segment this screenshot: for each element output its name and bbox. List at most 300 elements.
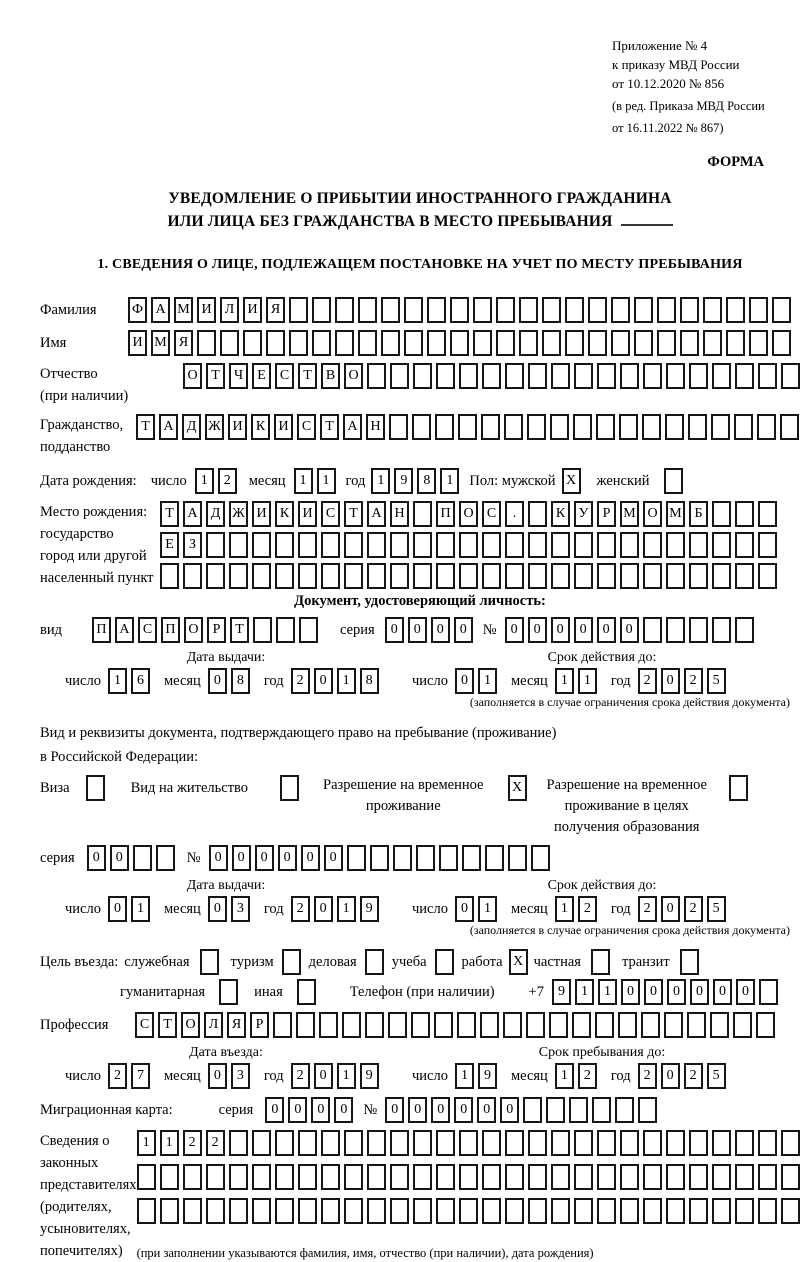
form-cell[interactable] — [757, 414, 776, 440]
form-cell[interactable]: 2 — [578, 896, 597, 922]
form-cell[interactable] — [459, 1164, 478, 1190]
form-cell[interactable] — [416, 845, 435, 871]
form-cell[interactable] — [550, 414, 569, 440]
form-cell[interactable]: Т — [320, 414, 339, 440]
form-cell[interactable] — [735, 1164, 754, 1190]
form-cell[interactable]: А — [115, 617, 134, 643]
form-cell[interactable] — [229, 563, 248, 589]
form-cell[interactable]: А — [159, 414, 178, 440]
form-cell[interactable]: 1 — [598, 979, 617, 1005]
form-cell[interactable] — [404, 330, 423, 356]
form-cell[interactable] — [321, 532, 340, 558]
form-cell[interactable] — [275, 1164, 294, 1190]
form-cell[interactable] — [459, 363, 478, 389]
form-cell[interactable] — [298, 563, 317, 589]
form-cell[interactable] — [666, 1198, 685, 1224]
form-cell[interactable] — [735, 617, 754, 643]
form-cell[interactable]: Т — [230, 617, 249, 643]
form-cell[interactable] — [219, 979, 238, 1005]
form-cell[interactable] — [710, 1012, 729, 1038]
form-cell[interactable] — [551, 532, 570, 558]
form-cell[interactable] — [183, 1164, 202, 1190]
form-cell[interactable] — [229, 1164, 248, 1190]
form-cell[interactable]: 0 — [431, 1097, 450, 1123]
form-cell[interactable] — [413, 532, 432, 558]
form-cell[interactable]: 2 — [684, 668, 703, 694]
form-cell[interactable] — [299, 617, 318, 643]
form-cell[interactable] — [712, 617, 731, 643]
form-cell[interactable] — [370, 845, 389, 871]
form-cell[interactable] — [634, 297, 653, 323]
form-cell[interactable] — [689, 563, 708, 589]
form-cell[interactable]: 3 — [231, 896, 250, 922]
form-cell[interactable]: 9 — [552, 979, 571, 1005]
form-cell[interactable] — [574, 363, 593, 389]
form-cell[interactable] — [620, 563, 639, 589]
form-cell[interactable] — [229, 532, 248, 558]
form-cell[interactable] — [759, 979, 778, 1005]
form-cell[interactable] — [597, 1130, 616, 1156]
form-cell[interactable] — [620, 1164, 639, 1190]
form-cell[interactable]: Я — [266, 297, 285, 323]
form-cell[interactable]: Р — [207, 617, 226, 643]
form-cell[interactable] — [358, 330, 377, 356]
form-cell[interactable] — [335, 297, 354, 323]
form-cell[interactable] — [526, 1012, 545, 1038]
form-cell[interactable] — [611, 330, 630, 356]
form-cell[interactable]: С — [482, 501, 501, 527]
form-cell[interactable]: А — [343, 414, 362, 440]
form-cell[interactable]: 0 — [87, 845, 106, 871]
form-cell[interactable]: 2 — [206, 1130, 225, 1156]
form-cell[interactable] — [367, 1164, 386, 1190]
form-cell[interactable] — [588, 297, 607, 323]
form-cell[interactable] — [503, 1012, 522, 1038]
form-cell[interactable]: Д — [182, 414, 201, 440]
form-cell[interactable] — [596, 414, 615, 440]
form-cell[interactable] — [551, 1164, 570, 1190]
form-cell[interactable] — [275, 563, 294, 589]
form-cell[interactable] — [735, 1130, 754, 1156]
form-cell[interactable] — [689, 617, 708, 643]
form-cell[interactable]: 1 — [337, 1063, 356, 1089]
form-cell[interactable] — [480, 1012, 499, 1038]
form-cell[interactable]: Т — [160, 501, 179, 527]
form-cell[interactable]: 2 — [684, 1063, 703, 1089]
form-cell[interactable]: О — [181, 1012, 200, 1038]
form-cell[interactable]: 0 — [314, 1063, 333, 1089]
form-cell[interactable]: 2 — [578, 1063, 597, 1089]
form-cell[interactable] — [734, 414, 753, 440]
form-cell[interactable] — [634, 330, 653, 356]
form-cell[interactable]: 0 — [334, 1097, 353, 1123]
form-cell[interactable] — [572, 1012, 591, 1038]
form-cell[interactable] — [160, 1164, 179, 1190]
form-cell[interactable] — [197, 330, 216, 356]
form-cell[interactable] — [296, 1012, 315, 1038]
form-cell[interactable] — [390, 563, 409, 589]
form-cell[interactable]: 0 — [110, 845, 129, 871]
form-cell[interactable]: X — [562, 468, 581, 494]
form-cell[interactable]: П — [436, 501, 455, 527]
form-cell[interactable] — [620, 1198, 639, 1224]
form-cell[interactable] — [344, 1164, 363, 1190]
form-cell[interactable] — [206, 1198, 225, 1224]
form-cell[interactable] — [482, 363, 501, 389]
form-cell[interactable] — [137, 1198, 156, 1224]
form-cell[interactable]: 1 — [108, 668, 127, 694]
form-cell[interactable] — [666, 1164, 685, 1190]
form-cell[interactable] — [220, 330, 239, 356]
form-cell[interactable]: Ф — [128, 297, 147, 323]
form-cell[interactable]: 2 — [218, 468, 237, 494]
form-cell[interactable] — [597, 532, 616, 558]
form-cell[interactable]: Б — [689, 501, 708, 527]
form-cell[interactable] — [508, 845, 527, 871]
form-cell[interactable] — [183, 1198, 202, 1224]
form-cell[interactable] — [712, 501, 731, 527]
form-cell[interactable]: 0 — [255, 845, 274, 871]
form-cell[interactable] — [427, 330, 446, 356]
form-cell[interactable] — [528, 363, 547, 389]
form-cell[interactable] — [703, 330, 722, 356]
form-cell[interactable]: М — [666, 501, 685, 527]
form-cell[interactable] — [643, 617, 662, 643]
form-cell[interactable] — [390, 532, 409, 558]
form-cell[interactable] — [758, 1164, 777, 1190]
form-cell[interactable] — [595, 1012, 614, 1038]
form-cell[interactable]: Т — [344, 501, 363, 527]
form-cell[interactable] — [321, 563, 340, 589]
form-cell[interactable]: 5 — [707, 1063, 726, 1089]
form-cell[interactable]: 2 — [108, 1063, 127, 1089]
form-cell[interactable]: 1 — [195, 468, 214, 494]
form-cell[interactable]: 5 — [707, 896, 726, 922]
form-cell[interactable]: 0 — [311, 1097, 330, 1123]
form-cell[interactable] — [206, 563, 225, 589]
form-cell[interactable] — [781, 363, 800, 389]
form-cell[interactable] — [711, 414, 730, 440]
form-cell[interactable]: 1 — [294, 468, 313, 494]
form-cell[interactable]: А — [183, 501, 202, 527]
form-cell[interactable] — [252, 563, 271, 589]
form-cell[interactable] — [321, 1198, 340, 1224]
form-cell[interactable] — [344, 1198, 363, 1224]
form-cell[interactable] — [298, 1130, 317, 1156]
form-cell[interactable] — [735, 501, 754, 527]
form-cell[interactable] — [160, 563, 179, 589]
form-cell[interactable]: М — [174, 297, 193, 323]
form-cell[interactable] — [389, 414, 408, 440]
form-cell[interactable]: 0 — [528, 617, 547, 643]
form-cell[interactable]: 0 — [385, 1097, 404, 1123]
form-cell[interactable]: 1 — [317, 468, 336, 494]
form-cell[interactable]: Т — [136, 414, 155, 440]
form-cell[interactable]: 0 — [208, 1063, 227, 1089]
form-cell[interactable]: 5 — [707, 668, 726, 694]
form-cell[interactable] — [282, 949, 301, 975]
form-cell[interactable] — [657, 330, 676, 356]
form-cell[interactable]: 9 — [360, 896, 379, 922]
form-cell[interactable]: С — [135, 1012, 154, 1038]
form-cell[interactable]: . — [505, 501, 524, 527]
form-cell[interactable]: Т — [298, 363, 317, 389]
form-cell[interactable] — [758, 1130, 777, 1156]
form-cell[interactable] — [528, 1164, 547, 1190]
form-cell[interactable] — [758, 532, 777, 558]
form-cell[interactable]: 0 — [644, 979, 663, 1005]
form-cell[interactable]: 2 — [183, 1130, 202, 1156]
form-cell[interactable]: 2 — [638, 668, 657, 694]
form-cell[interactable]: 3 — [231, 1063, 250, 1089]
form-cell[interactable] — [519, 297, 538, 323]
form-cell[interactable] — [289, 297, 308, 323]
form-cell[interactable]: 1 — [478, 896, 497, 922]
form-cell[interactable] — [496, 297, 515, 323]
form-cell[interactable] — [459, 1198, 478, 1224]
form-cell[interactable] — [504, 414, 523, 440]
form-cell[interactable] — [528, 532, 547, 558]
form-cell[interactable]: 1 — [160, 1130, 179, 1156]
form-cell[interactable] — [321, 1130, 340, 1156]
form-cell[interactable]: 0 — [454, 1097, 473, 1123]
form-cell[interactable] — [528, 563, 547, 589]
form-cell[interactable] — [505, 1130, 524, 1156]
form-cell[interactable] — [687, 1012, 706, 1038]
form-cell[interactable] — [321, 1164, 340, 1190]
form-cell[interactable]: С — [297, 414, 316, 440]
form-cell[interactable] — [276, 617, 295, 643]
form-cell[interactable] — [574, 1164, 593, 1190]
form-cell[interactable] — [712, 532, 731, 558]
form-cell[interactable]: 8 — [231, 668, 250, 694]
form-cell[interactable]: 0 — [620, 617, 639, 643]
form-cell[interactable]: 0 — [505, 617, 524, 643]
form-cell[interactable] — [735, 563, 754, 589]
form-cell[interactable] — [735, 363, 754, 389]
form-cell[interactable] — [591, 949, 610, 975]
form-cell[interactable]: Е — [252, 363, 271, 389]
form-cell[interactable] — [436, 363, 455, 389]
form-cell[interactable] — [643, 532, 662, 558]
form-cell[interactable] — [597, 563, 616, 589]
form-cell[interactable] — [781, 1130, 800, 1156]
form-cell[interactable]: 0 — [713, 979, 732, 1005]
form-cell[interactable] — [365, 1012, 384, 1038]
form-cell[interactable]: 1 — [578, 668, 597, 694]
form-cell[interactable]: С — [138, 617, 157, 643]
form-cell[interactable]: А — [151, 297, 170, 323]
form-cell[interactable]: Я — [174, 330, 193, 356]
form-cell[interactable]: 1 — [337, 668, 356, 694]
form-cell[interactable]: Я — [227, 1012, 246, 1038]
form-cell[interactable]: И — [197, 297, 216, 323]
form-cell[interactable] — [413, 1130, 432, 1156]
form-cell[interactable]: 1 — [555, 896, 574, 922]
form-cell[interactable]: М — [620, 501, 639, 527]
form-cell[interactable] — [666, 563, 685, 589]
form-cell[interactable] — [664, 468, 683, 494]
form-cell[interactable] — [528, 1198, 547, 1224]
form-cell[interactable] — [712, 1198, 731, 1224]
form-cell[interactable] — [519, 330, 538, 356]
form-cell[interactable] — [781, 1198, 800, 1224]
form-cell[interactable] — [335, 330, 354, 356]
form-cell[interactable] — [666, 363, 685, 389]
form-cell[interactable] — [243, 330, 262, 356]
form-cell[interactable]: X — [508, 775, 527, 801]
form-cell[interactable]: 1 — [371, 468, 390, 494]
form-cell[interactable]: П — [92, 617, 111, 643]
form-cell[interactable]: 6 — [131, 668, 150, 694]
form-cell[interactable]: А — [367, 501, 386, 527]
form-cell[interactable] — [450, 330, 469, 356]
form-cell[interactable] — [643, 563, 662, 589]
form-cell[interactable] — [280, 775, 299, 801]
form-cell[interactable]: 0 — [455, 668, 474, 694]
form-cell[interactable]: Н — [366, 414, 385, 440]
form-cell[interactable]: 0 — [385, 617, 404, 643]
form-cell[interactable] — [390, 1198, 409, 1224]
form-cell[interactable] — [565, 297, 584, 323]
form-cell[interactable] — [688, 414, 707, 440]
form-cell[interactable] — [273, 1012, 292, 1038]
form-cell[interactable] — [436, 1198, 455, 1224]
form-cell[interactable]: 0 — [265, 1097, 284, 1123]
form-cell[interactable] — [505, 1164, 524, 1190]
form-cell[interactable]: 2 — [684, 896, 703, 922]
form-cell[interactable] — [319, 1012, 338, 1038]
form-cell[interactable] — [367, 1198, 386, 1224]
form-cell[interactable] — [689, 1164, 708, 1190]
form-cell[interactable] — [481, 414, 500, 440]
form-cell[interactable] — [459, 563, 478, 589]
form-cell[interactable]: 0 — [551, 617, 570, 643]
form-cell[interactable] — [344, 532, 363, 558]
form-cell[interactable] — [133, 845, 152, 871]
form-cell[interactable]: И — [298, 501, 317, 527]
form-cell[interactable] — [381, 330, 400, 356]
form-cell[interactable] — [712, 1130, 731, 1156]
form-cell[interactable] — [496, 330, 515, 356]
form-cell[interactable] — [505, 532, 524, 558]
form-cell[interactable]: 2 — [638, 896, 657, 922]
form-cell[interactable] — [642, 414, 661, 440]
form-cell[interactable]: 1 — [440, 468, 459, 494]
form-cell[interactable]: 0 — [477, 1097, 496, 1123]
form-cell[interactable]: 0 — [408, 1097, 427, 1123]
form-cell[interactable]: 1 — [555, 1063, 574, 1089]
form-cell[interactable]: И — [243, 297, 262, 323]
form-cell[interactable] — [643, 1130, 662, 1156]
form-cell[interactable]: 0 — [278, 845, 297, 871]
form-cell[interactable] — [689, 363, 708, 389]
form-cell[interactable] — [367, 563, 386, 589]
form-cell[interactable]: 0 — [690, 979, 709, 1005]
form-cell[interactable] — [275, 1130, 294, 1156]
form-cell[interactable] — [729, 775, 748, 801]
form-cell[interactable]: 0 — [209, 845, 228, 871]
form-cell[interactable]: Ж — [205, 414, 224, 440]
form-cell[interactable] — [781, 1164, 800, 1190]
form-cell[interactable] — [436, 563, 455, 589]
form-cell[interactable] — [473, 330, 492, 356]
form-cell[interactable] — [565, 330, 584, 356]
form-cell[interactable]: 1 — [455, 1063, 474, 1089]
form-cell[interactable] — [206, 532, 225, 558]
form-cell[interactable]: Р — [250, 1012, 269, 1038]
form-cell[interactable] — [758, 1198, 777, 1224]
form-cell[interactable] — [712, 1164, 731, 1190]
form-cell[interactable]: 0 — [208, 896, 227, 922]
form-cell[interactable] — [592, 1097, 611, 1123]
form-cell[interactable] — [597, 1164, 616, 1190]
form-cell[interactable]: 0 — [597, 617, 616, 643]
form-cell[interactable] — [462, 845, 481, 871]
form-cell[interactable] — [726, 297, 745, 323]
form-cell[interactable] — [597, 363, 616, 389]
form-cell[interactable] — [574, 563, 593, 589]
form-cell[interactable] — [749, 297, 768, 323]
form-cell[interactable]: 1 — [555, 668, 574, 694]
form-cell[interactable] — [390, 1130, 409, 1156]
form-cell[interactable] — [689, 532, 708, 558]
form-cell[interactable] — [638, 1097, 657, 1123]
form-cell[interactable] — [347, 845, 366, 871]
form-cell[interactable]: 9 — [478, 1063, 497, 1089]
form-cell[interactable] — [643, 363, 662, 389]
form-cell[interactable] — [680, 949, 699, 975]
form-cell[interactable] — [298, 1164, 317, 1190]
form-cell[interactable] — [200, 949, 219, 975]
form-cell[interactable]: 0 — [661, 896, 680, 922]
form-cell[interactable] — [549, 1012, 568, 1038]
form-cell[interactable] — [758, 363, 777, 389]
form-cell[interactable] — [252, 532, 271, 558]
form-cell[interactable] — [298, 532, 317, 558]
form-cell[interactable] — [459, 532, 478, 558]
form-cell[interactable]: М — [151, 330, 170, 356]
form-cell[interactable] — [183, 563, 202, 589]
form-cell[interactable] — [358, 297, 377, 323]
form-cell[interactable] — [611, 297, 630, 323]
form-cell[interactable]: У — [574, 501, 593, 527]
form-cell[interactable] — [749, 330, 768, 356]
form-cell[interactable]: 0 — [314, 668, 333, 694]
form-cell[interactable] — [551, 1130, 570, 1156]
form-cell[interactable] — [404, 297, 423, 323]
form-cell[interactable] — [597, 1198, 616, 1224]
form-cell[interactable] — [266, 330, 285, 356]
form-cell[interactable]: 0 — [108, 896, 127, 922]
form-cell[interactable]: Е — [160, 532, 179, 558]
form-cell[interactable] — [367, 532, 386, 558]
form-cell[interactable]: И — [128, 330, 147, 356]
form-cell[interactable] — [505, 563, 524, 589]
form-cell[interactable]: О — [184, 617, 203, 643]
form-cell[interactable] — [780, 414, 799, 440]
form-cell[interactable] — [458, 414, 477, 440]
form-cell[interactable]: И — [252, 501, 271, 527]
form-cell[interactable] — [758, 563, 777, 589]
form-cell[interactable] — [413, 1198, 432, 1224]
form-cell[interactable] — [505, 363, 524, 389]
form-cell[interactable] — [388, 1012, 407, 1038]
form-cell[interactable]: О — [344, 363, 363, 389]
form-cell[interactable] — [733, 1012, 752, 1038]
form-cell[interactable] — [528, 501, 547, 527]
form-cell[interactable]: З — [183, 532, 202, 558]
